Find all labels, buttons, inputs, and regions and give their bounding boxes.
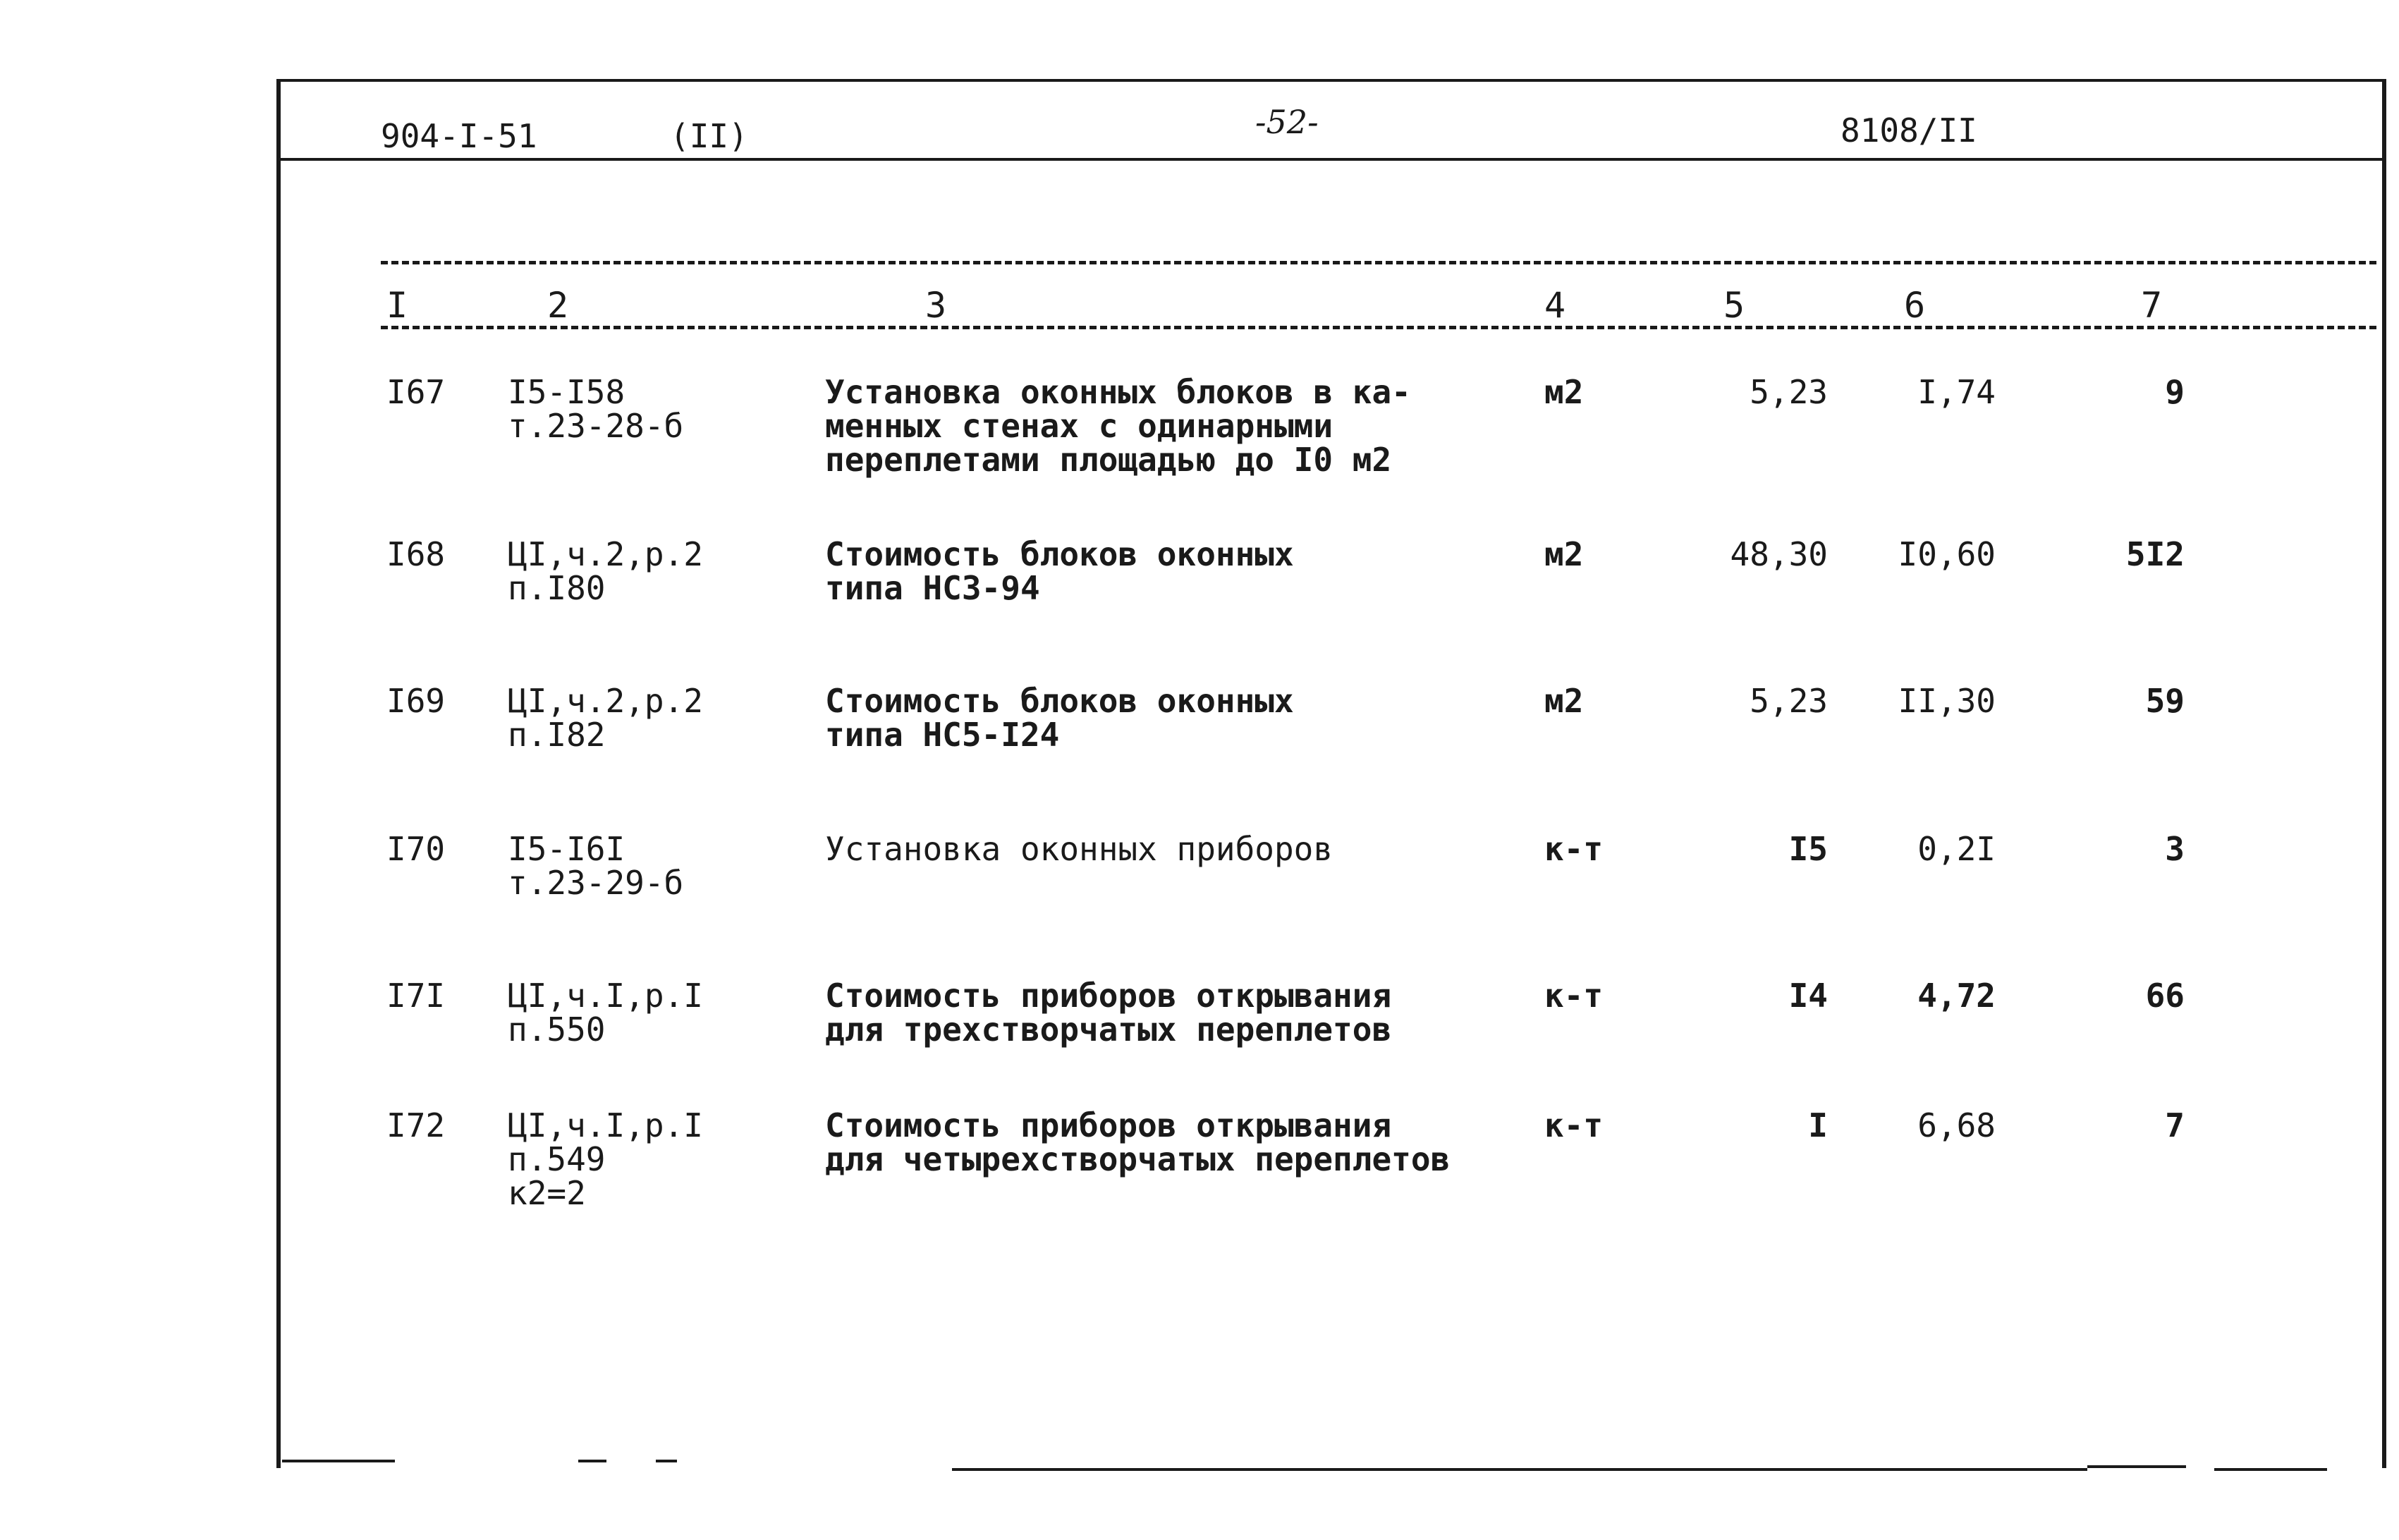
row-reference: ЦI,ч.I,р.I п.549 к2=2 (508, 1106, 703, 1212)
footer-rule (656, 1460, 677, 1462)
row-quantity: I4 (1788, 977, 1828, 1015)
row-number: I67 (386, 373, 446, 411)
column-header-1: I (386, 285, 408, 326)
footer-rule (952, 1468, 2087, 1471)
row-reference: ЦI,ч.2,р.2 п.I80 (508, 535, 703, 607)
row-total: 66 (2145, 977, 2185, 1015)
row-description: Стоимость приборов открывания для четырехстворчатых переплетов (825, 1106, 1451, 1178)
row-description: Установка оконных приборов (825, 830, 1333, 868)
row-unit: м2 (1544, 535, 1584, 573)
header-divider (276, 158, 2382, 161)
row-total: 5I2 (2125, 535, 2185, 573)
row-unit-price: II,30 (1898, 682, 1996, 720)
row-description: Стоимость блоков оконных типа НС3-94 (825, 535, 1294, 607)
page-number: -52- (1255, 103, 1319, 141)
sheet-code: 8108/II (1841, 111, 1977, 149)
row-number: I70 (386, 830, 446, 868)
row-description: Установка оконных блоков в ка- менных стенах с одинарными переплетами площадью до I0 м2 (825, 373, 1411, 479)
row-number: I7I (386, 977, 446, 1015)
row-quantity: I (1808, 1106, 1828, 1144)
row-quantity: 5,23 (1750, 373, 1828, 411)
row-number: I68 (386, 535, 446, 573)
row-unit-price: I0,60 (1898, 535, 1996, 573)
footer-rule (2214, 1468, 2327, 1471)
row-number: I69 (386, 682, 446, 720)
row-unit: м2 (1544, 373, 1584, 411)
table-header-bottom-rule (381, 326, 2376, 329)
row-description: Стоимость приборов открывания для трехстворчатых переплетов (825, 977, 1392, 1049)
row-unit: м2 (1544, 682, 1584, 720)
row-total: 59 (2145, 682, 2185, 720)
column-header-3: 3 (925, 285, 947, 326)
row-quantity: 48,30 (1730, 535, 1828, 573)
row-reference: I5-I58 т.23-28-б (508, 373, 684, 445)
document-code: 904-I-51 (381, 117, 537, 155)
row-description: Стоимость блоков оконных типа НС5-I24 (825, 682, 1294, 754)
column-header-5: 5 (1723, 285, 1745, 326)
row-total: 7 (2165, 1106, 2185, 1144)
footer-rule (578, 1460, 606, 1462)
row-unit: к-т (1544, 977, 1604, 1015)
row-reference: ЦI,ч.I,р.I п.550 (508, 977, 703, 1049)
row-unit: к-т (1544, 830, 1604, 868)
column-header-6: 6 (1904, 285, 1926, 326)
row-unit-price: 0,2I (1917, 830, 1996, 868)
row-reference: I5-I6I т.23-29-б (508, 830, 684, 902)
document-part: (II) (670, 117, 748, 155)
column-header-4: 4 (1544, 285, 1566, 326)
row-unit-price: 6,68 (1917, 1106, 1996, 1144)
row-unit-price: I,74 (1917, 373, 1996, 411)
row-quantity: 5,23 (1750, 682, 1828, 720)
table-header-top-rule (381, 261, 2376, 264)
row-total: 3 (2165, 830, 2185, 868)
page-frame (276, 79, 2386, 1468)
column-header-2: 2 (547, 285, 569, 326)
footer-rule (2087, 1465, 2186, 1468)
footer-rule (282, 1460, 395, 1462)
row-quantity: I5 (1788, 830, 1828, 868)
row-reference: ЦI,ч.2,р.2 п.I82 (508, 682, 703, 754)
row-total: 9 (2165, 373, 2185, 411)
row-unit-price: 4,72 (1917, 977, 1996, 1015)
row-unit: к-т (1544, 1106, 1604, 1144)
column-header-7: 7 (2141, 285, 2163, 326)
row-number: I72 (386, 1106, 446, 1144)
